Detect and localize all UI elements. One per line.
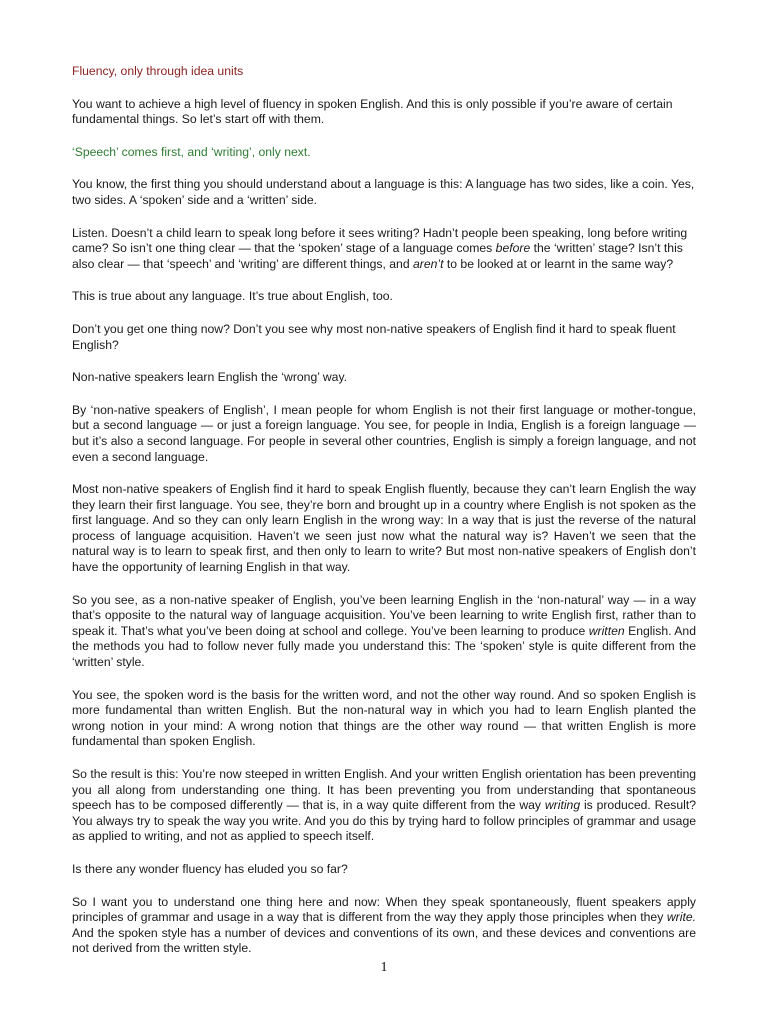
paragraph-definition: By ‘non-native speakers of English’, I mean people for whom English is not their first language or mother-tongue, but a second language — or just a foreign language. You see, for people in India, English is a foreign language — but it’s also a second language. For people in several other countries, English is simply a foreign language, and not even a second language. xyxy=(72,402,696,464)
document-page xyxy=(72,64,696,974)
paragraph-listen: Listen. Doesn’t a child learn to speak long before it sees writing? Hadn’t people been speaking, long before writing came? So isn’t one thing clear — that the ‘spoken’ stage of a language comes before the ‘written’ stage? Isn’t this also clear — that ‘speech’ and ‘writing’ are different things, and aren’t to be looked at or learnt in the same way? xyxy=(72,225,688,271)
paragraph-question: Don’t you get one thing now? Don’t you see why most non-native speakers of English find it hard to speak fluent English? xyxy=(72,321,676,352)
paragraph-any-language: This is true about any language. It’s true about English, too. xyxy=(72,289,393,304)
paragraph-understand: So I want you to understand one thing here and now: When they speak spontaneously, fluent speakers apply principles of grammar and usage in a way that is different from the way they apply those principles when they write. And the spoken style has a number of devices and conventions of its own, and these devices and conventions are not derived from the written style. xyxy=(72,894,696,956)
paragraph-hard-to-speak: Most non-native speakers of English find it hard to speak English fluently, because they can’t learn English the way they learn their first language. You see, they’re born and brought up in a country where English is not spoken as the first language. And so they can only learn English in the wrong way: In a way that is just the reverse of the natural process of language acquisition. Haven’t we seen just now what the natural way is? Haven’t we seen that the natural way is to learn to speak first, and then only to learn to write? But most non-native speakers of English don’t have the opportunity of learning English in that way. xyxy=(72,482,696,575)
paragraph-intro: You want to achieve a high level of fluency in spoken English. And this is only possible if you’re aware of certain fundamental things. So let’s start off with them. xyxy=(72,96,673,127)
paragraph-wonder: Is there any wonder fluency has eluded you so far? xyxy=(72,861,348,876)
paragraph-two-sides: You know, the first thing you should understand about a language is this: A language has two sides, like a coin. Yes, two sides. A ‘spoken’ side and a ‘written’ side. xyxy=(72,177,695,207)
page-number: 1 xyxy=(380,960,388,975)
paragraph-non-natural: So you see, as a non-native speaker of English, you’ve been learning English in the ‘non-natural’ way — in a way that’s opposite to the natural way of language acquisition. You’ve been learning to write English first, rather than to speak it. That’s what you’ve been doing at school and college. You’ve been learning to produce written English. And the methods you had to follow never fully made you understand this: The ‘spoken’ style is quite different from the ‘written’ style. xyxy=(72,592,696,670)
section-heading: Fluency, only through idea units xyxy=(72,64,244,78)
subheading: ‘Speech’ comes first, and ‘writing’, only next. xyxy=(72,144,311,159)
paragraph-result: So the result is this: You’re now steeped in written English. And your written English orientation has been preventing you all along from understanding one thing. It has been preventing you from understanding that spontaneous speech has to be composed differently — that is, in a way quite different from the way writing is produced. Result? You always try to speak the way you write. And you do this by trying hard to follow principles of grammar and usage as applied to writing, and not as applied to speech itself. xyxy=(72,767,696,844)
paragraph-spoken-basis: You see, the spoken word is the basis for the written word, and not the other way round. And so spoken English is more fundamental than written English. But the non-natural way in which you had to learn English planted the wrong notion in your mind: A wrong notion that things are the other way round — that written English is more fundamental than spoken English. xyxy=(72,687,696,749)
paragraph-wrong-way: Non-native speakers learn English the ‘wrong’ way. xyxy=(72,370,348,385)
